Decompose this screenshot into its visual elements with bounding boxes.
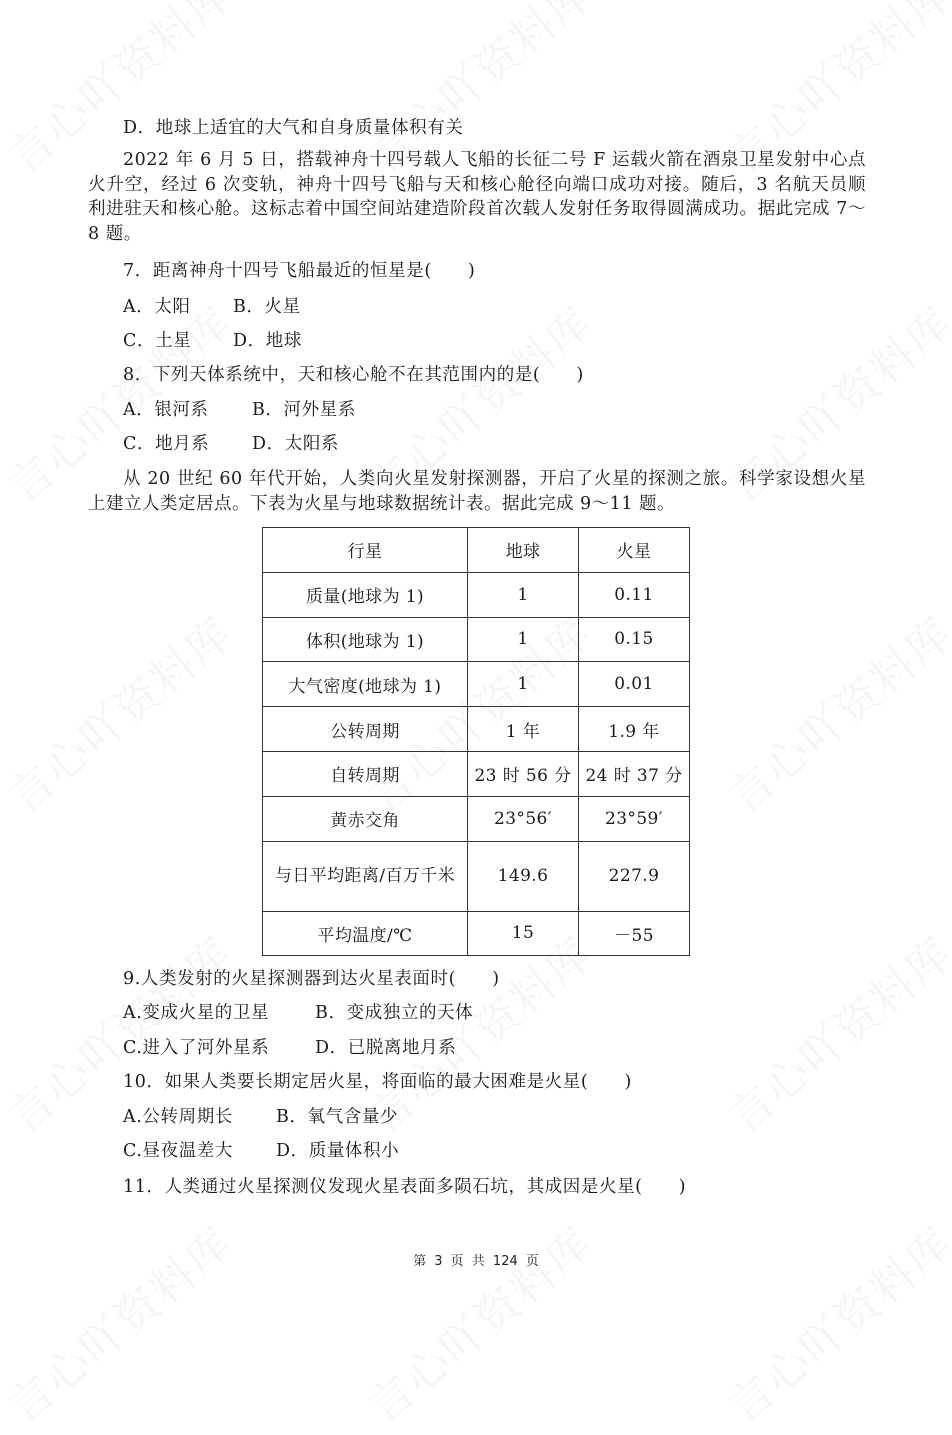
table-cell: 1 [468,572,579,617]
option[interactable]: D．地球 [233,331,302,351]
question-7-stem: 7．距离神舟十四号飞船最近的恒星是( ) [123,261,476,281]
table-cell: 23 时 56 分 [468,751,579,796]
watermark [352,1209,605,1435]
mars-earth-data-table [262,527,690,956]
page-footer: 第 3 页 共 124 页 [413,1254,539,1269]
option[interactable]: D．质量体积小 [276,1141,400,1161]
table-cell: 质量(地球为 1) [263,572,468,617]
table-row [263,751,690,796]
previous-option-d: D．地球上适宜的大气和自身质量体积有关 [123,118,464,138]
table-header-cell: 地球 [468,528,579,573]
passage-mars: 从 20 世纪 60 年代开始，人类向火星发射探测器，开启了火星的探测之旅。科学家设想火星上建立人类定居点。下表为火星与地球数据统计表。据此完成 9～11 题。 [88,469,866,514]
option[interactable]: B．变成独立的天体 [315,1003,474,1023]
question-11-stem: 11．人类通过火星探测仪发现火星表面多陨石坑，其成因是火星( ) [123,1177,687,1197]
option[interactable]: A．太阳 [123,297,191,317]
watermark [0,1209,244,1435]
table-cell: 24 时 37 分 [579,751,690,796]
watermark [712,599,952,825]
table-cell: －55 [579,911,690,956]
table-cell: 大气密度(地球为 1) [263,662,468,707]
table-row [263,662,690,707]
option[interactable]: C．地月系 [123,434,210,454]
question-9-stem: 9.人类发射的火星探测器到达火星表面时( ) [123,969,500,989]
table-cell: 1 年 [468,707,579,752]
option[interactable]: A.变成火星的卫星 [123,1003,270,1023]
table-row [263,796,690,841]
question-9-options-row-1 [123,1001,473,1025]
watermark [0,599,244,825]
question-7-options-row-1 [123,295,301,319]
option[interactable]: A.公转周期长 [123,1107,233,1127]
table-cell: 自转周期 [263,751,468,796]
table-cell: 1.9 年 [579,707,690,752]
table-header-cell: 行星 [263,528,468,573]
table-cell: 0.01 [579,662,690,707]
question-10-options-row-1 [123,1105,398,1129]
table-header-row [263,528,690,573]
question-8-stem: 8．下列天体系统中，天和核心舱不在其范围内的是( ) [123,365,584,385]
option[interactable]: C.进入了河外星系 [123,1038,270,1058]
question-8-options-row-2 [123,432,339,456]
table-cell: 公转周期 [263,707,468,752]
question-8-options-row-1 [123,398,356,422]
table-cell: 与日平均距离/百万千米 [263,841,468,911]
option[interactable]: D．已脱离地月系 [315,1038,457,1058]
table-row [263,911,690,956]
table-row [263,617,690,662]
option[interactable]: B．氧气含量少 [276,1107,399,1127]
table-cell: 黄赤交角 [263,796,468,841]
question-7-options-row-2 [123,329,302,353]
table-cell: 平均温度/℃ [263,911,468,956]
table-cell: 15 [468,911,579,956]
question-10-options-row-2 [123,1139,399,1163]
option[interactable]: C.昼夜温差大 [123,1141,234,1161]
table-row [263,572,690,617]
question-10-stem: 10．如果人类要长期定居火星，将面临的最大困难是火星( ) [123,1072,632,1092]
table-cell: 0.15 [579,617,690,662]
passage-shenzhou: 2022 年 6 月 5 日，搭载神舟十四号载人飞船的长征二号 F 运载火箭在酒泉卫星发射中心点火升空，经过 6 次变轨，神舟十四号飞船与天和核心舱径向端口成功对接。随后，3 名航天员顺利进驻天和核心舱。这标志着中国空间站建造阶段首次载人发射任务取得圆满成功。据此完成 7～8 题。 [88,150,866,244]
option[interactable]: C．土星 [123,331,192,351]
option[interactable]: A．银河系 [123,400,209,420]
table-cell: 0.11 [579,572,690,617]
table-cell: 23°56′ [468,796,579,841]
watermark [712,1209,952,1435]
option[interactable]: D．太阳系 [252,434,340,454]
table-cell: 149.6 [468,841,579,911]
table-cell: 1 [468,662,579,707]
table-cell: 1 [468,617,579,662]
watermark [712,919,952,1145]
question-9-options-row-2 [123,1036,456,1060]
option[interactable]: B．火星 [233,297,301,317]
table-cell: 227.9 [579,841,690,911]
table-row [263,707,690,752]
table-cell: 体积(地球为 1) [263,617,468,662]
table-cell: 23°59′ [579,796,690,841]
table-header-cell: 火星 [579,528,690,573]
table-row [263,841,690,911]
option[interactable]: B．河外星系 [252,400,356,420]
